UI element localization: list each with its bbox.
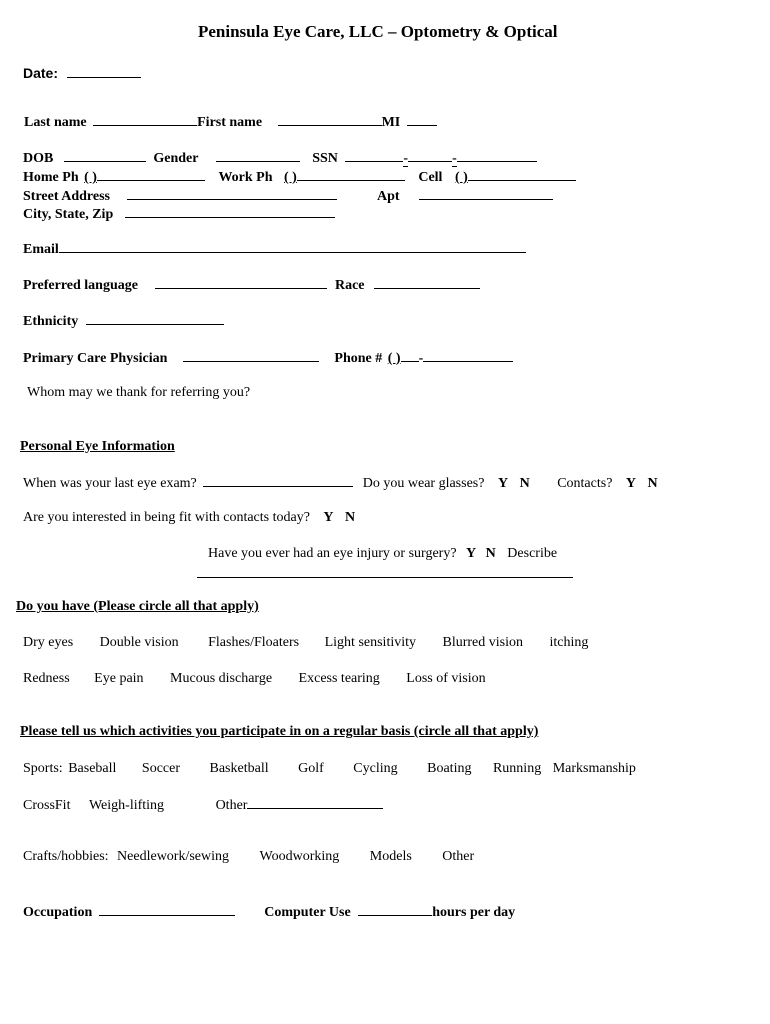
mi-field[interactable]: [407, 112, 437, 126]
dob-label: DOB: [23, 151, 54, 166]
dob-field[interactable]: [64, 148, 146, 162]
glasses-yes[interactable]: Y: [497, 476, 509, 491]
ethnicity-label: Ethnicity: [23, 314, 79, 329]
phone-row: [23, 167, 576, 187]
date-row: [23, 64, 141, 84]
symptom-option[interactable]: Excess tearing: [298, 671, 380, 686]
craft-option[interactable]: Models: [369, 849, 412, 864]
other-sport-field[interactable]: [247, 795, 383, 809]
injury-yes[interactable]: Y: [466, 546, 477, 561]
last-exam-row: [23, 473, 658, 493]
sport-option[interactable]: Basketball: [209, 761, 269, 776]
symptoms-row-1: [23, 634, 588, 652]
email-label: Email: [23, 242, 59, 257]
sports-label: Sports:: [23, 761, 63, 776]
first-name-field[interactable]: [278, 112, 382, 126]
race-label: Race: [334, 278, 365, 293]
city-field[interactable]: [125, 204, 335, 218]
work-area-code[interactable]: ( ): [284, 170, 297, 185]
work-phone-label: Work Ph: [218, 170, 273, 185]
last-exam-label: When was your last eye exam?: [23, 476, 197, 491]
email-row: [23, 239, 526, 259]
last-name-field[interactable]: [93, 112, 197, 126]
fit-contacts-label: Are you interested in being fit with contacts today?: [23, 510, 310, 525]
pcp-phone-label: Phone #: [334, 351, 383, 366]
sport-option[interactable]: Golf: [298, 761, 324, 776]
occupation-label: Occupation: [23, 905, 93, 920]
injury-row: [208, 545, 557, 563]
craft-option[interactable]: Other: [442, 849, 475, 864]
describe-label: Describe: [507, 546, 558, 561]
symptom-option[interactable]: Blurred vision: [442, 635, 523, 650]
sport-option[interactable]: Boating: [427, 761, 472, 776]
city-row: [23, 204, 335, 224]
date-field[interactable]: [67, 64, 141, 78]
glasses-no[interactable]: N: [519, 476, 530, 491]
apt-field[interactable]: [419, 186, 553, 200]
pcp-area-code[interactable]: ( ): [387, 351, 401, 366]
symptom-option[interactable]: itching: [549, 635, 589, 650]
glasses-label: Do you wear glasses?: [362, 476, 485, 491]
computer-hours-field[interactable]: [358, 902, 432, 916]
gender-label: Gender: [153, 151, 199, 166]
sport-option[interactable]: Weigh-lifting: [88, 798, 165, 813]
symptoms-heading: Do you have (Please circle all that apply): [16, 599, 259, 614]
dob-row: [23, 148, 537, 168]
occupation-field[interactable]: [99, 902, 235, 916]
craft-option[interactable]: Needlework/sewing: [117, 849, 230, 864]
ssn-field-1[interactable]: [345, 148, 403, 162]
cell-label: Cell: [418, 170, 443, 185]
pcp-phone-field-1[interactable]: [401, 348, 419, 362]
fit-contacts-no[interactable]: N: [345, 510, 356, 525]
gender-field[interactable]: [216, 148, 300, 162]
email-field[interactable]: [59, 239, 526, 253]
ssn-dash-2: -: [452, 151, 457, 166]
contacts-yes[interactable]: Y: [625, 476, 637, 491]
pcp-phone-dash: -: [418, 351, 424, 366]
pcp-phone-field-2[interactable]: [423, 348, 513, 362]
home-area-code[interactable]: ( ): [84, 170, 97, 185]
language-row: [23, 275, 480, 295]
sport-option[interactable]: Running: [492, 761, 542, 776]
last-exam-field[interactable]: [203, 473, 353, 487]
apt-label: Apt: [376, 189, 400, 204]
occupation-row: [23, 902, 515, 922]
computer-use-label: Computer Use: [264, 905, 351, 920]
pcp-label: Primary Care Physician: [23, 351, 168, 366]
race-field[interactable]: [374, 275, 480, 289]
activities-heading: Please tell us which activities you participate in on a regular basis (circle all that apply): [20, 724, 539, 739]
cell-area-code[interactable]: ( ): [454, 170, 468, 185]
contacts-label: Contacts?: [557, 476, 613, 491]
pcp-row: [23, 348, 513, 368]
ssn-dash-1: -: [403, 151, 409, 166]
pcp-field[interactable]: [183, 348, 319, 362]
symptom-option[interactable]: Light sensitivity: [324, 635, 416, 650]
symptom-option[interactable]: Double vision: [99, 635, 179, 650]
crafts-label: Crafts/hobbies:: [23, 849, 109, 864]
street-field[interactable]: [127, 186, 337, 200]
sport-option[interactable]: CrossFit: [23, 798, 71, 813]
ssn-field-2[interactable]: [408, 148, 452, 162]
fit-contacts-yes[interactable]: Y: [323, 510, 334, 525]
hours-per-day-label: hours per day: [432, 905, 516, 920]
symptoms-row-2: [23, 670, 486, 688]
ethnicity-row: [23, 311, 224, 331]
sports-row-2: [23, 795, 383, 815]
ssn-field-3[interactable]: [457, 148, 537, 162]
symptom-option[interactable]: Flashes/Floaters: [208, 635, 300, 650]
language-field[interactable]: [155, 275, 327, 289]
craft-option[interactable]: Woodworking: [259, 849, 340, 864]
name-row: [24, 112, 437, 132]
ethnicity-field[interactable]: [86, 311, 224, 325]
date-label: Date:: [23, 65, 59, 81]
home-phone-field[interactable]: [97, 167, 205, 181]
referral-question: Whom may we thank for referring you?: [27, 385, 251, 400]
mi-label: MI: [381, 115, 401, 130]
work-phone-field[interactable]: [297, 167, 405, 181]
ssn-label: SSN: [312, 151, 338, 166]
contacts-no[interactable]: N: [647, 476, 658, 491]
eye-info-heading: Personal Eye Information: [20, 439, 175, 454]
page-title: Peninsula Eye Care, LLC – Optometry & Optical: [198, 22, 558, 41]
symptom-option[interactable]: Eye pain: [94, 671, 144, 686]
sport-option[interactable]: Cycling: [353, 761, 398, 776]
first-name-label: First name: [197, 115, 263, 130]
symptom-option[interactable]: Dry eyes: [23, 635, 74, 650]
sport-option[interactable]: Marksmanship: [552, 761, 636, 776]
street-row: [23, 186, 553, 206]
last-name-label: Last name: [24, 115, 87, 130]
describe-field[interactable]: [197, 577, 573, 578]
sport-option[interactable]: Soccer: [141, 761, 180, 776]
sport-option[interactable]: Baseball: [68, 761, 117, 776]
injury-no[interactable]: N: [485, 546, 496, 561]
home-phone-label: Home Ph: [23, 170, 79, 185]
fit-contacts-row: [23, 509, 355, 527]
city-label: City, State, Zip: [23, 207, 114, 222]
cell-phone-field[interactable]: [468, 167, 576, 181]
sports-row: [23, 760, 636, 778]
injury-label: Have you ever had an eye injury or surgery?: [208, 546, 457, 561]
symptom-option[interactable]: Mucous discharge: [170, 671, 273, 686]
street-label: Street Address: [23, 189, 110, 204]
other-sport-label[interactable]: Other: [215, 798, 248, 813]
language-label: Preferred language: [23, 278, 138, 293]
symptom-option[interactable]: Redness: [23, 671, 70, 686]
symptom-option[interactable]: Loss of vision: [406, 671, 486, 686]
crafts-row: [23, 848, 474, 866]
